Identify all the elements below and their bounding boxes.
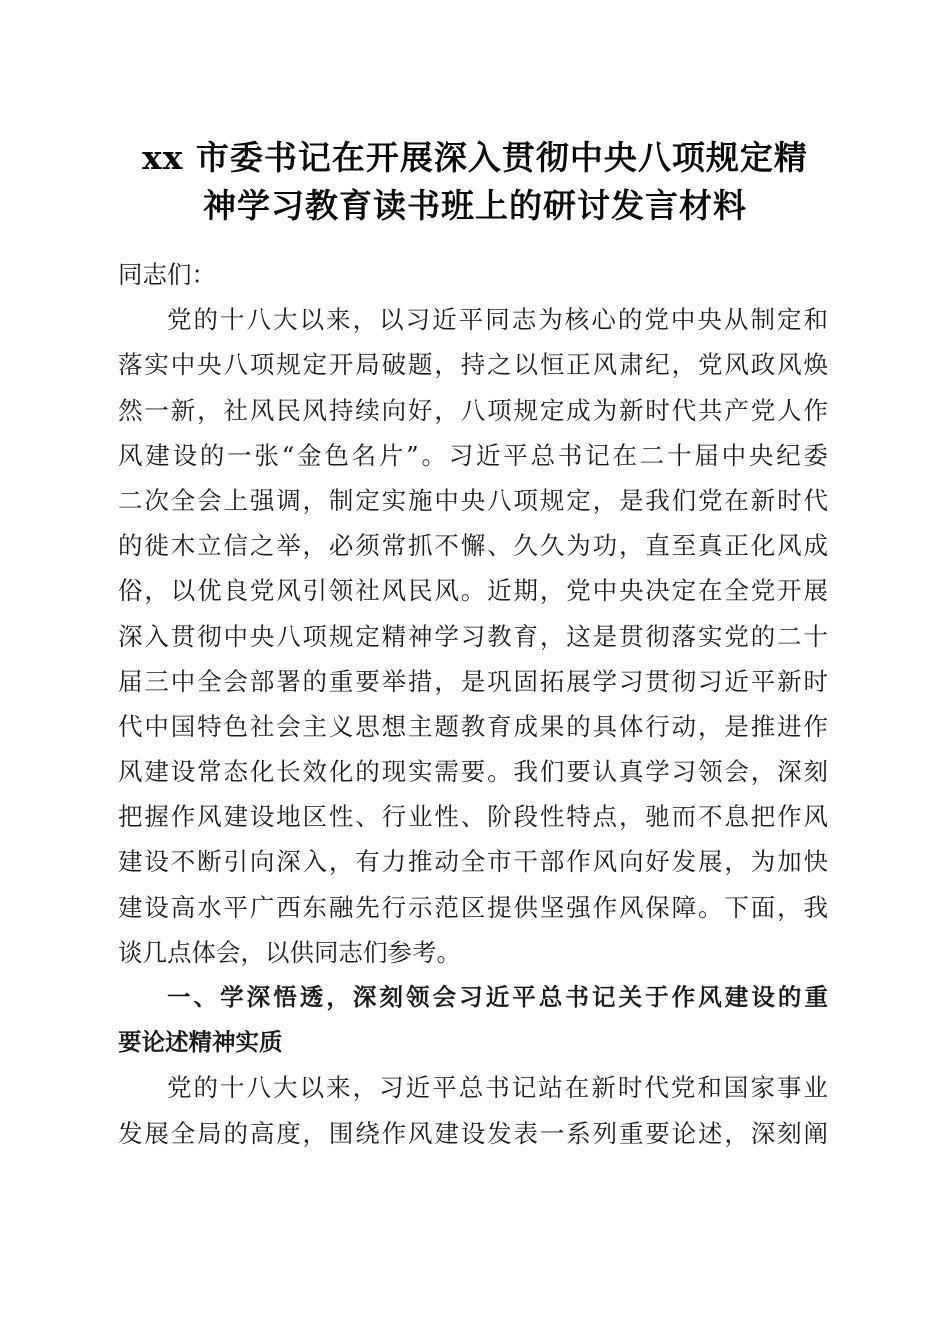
paragraph-line: 建设高水平广西东融先行示范区提供坚强作风保障。下面，我 — [118, 892, 828, 922]
title-line: 神学习教育读书班上的研讨发言材料 — [203, 186, 747, 225]
paragraph-line: 风建设的一张“金色名片”。习近平总书记在二十届中央纪委 — [118, 440, 828, 470]
paragraph-line: 的徙木立信之举，必须常抓不懈、久久为功，直至真正化风成 — [118, 531, 828, 561]
paragraph-line: 落实中央八项规定开局破题，持之以恒正风肃纪，党风政风焕 — [118, 350, 828, 380]
paragraph-line: 发展全局的高度，围绕作风建设发表一系列重要论述，深刻阐 — [118, 1118, 828, 1148]
paragraph-line: 二次全会上强调，制定实施中央八项规定，是我们党在新时代 — [118, 485, 828, 515]
paragraph-line: 谈几点体会，以供同志们参考。 — [118, 937, 461, 967]
document-title — [100, 134, 850, 230]
section-heading: 一、学深悟透，深刻领会习近平总书记关于作风建设的重 — [167, 983, 828, 1011]
paragraph-line: 风建设常态化长效化的现实需要。我们要认真学习领会，深刻 — [118, 757, 828, 787]
section-heading: 要论述精神实质 — [118, 1028, 283, 1057]
paragraph-line: 党的十八大以来，习近平总书记站在新时代党和国家事业 — [167, 1073, 828, 1103]
paragraph-line: 代中国特色社会主义思想主题教育成果的具体行动，是推进作 — [118, 711, 828, 741]
paragraph-line: 把握作风建设地区性、行业性、阶段性特点，驰而不息把作风 — [118, 802, 828, 832]
salutation: 同志们： — [118, 260, 216, 289]
document-body — [118, 252, 828, 1156]
title-line: xx 市委书记在开展深入贯彻中央八项规定精 — [142, 138, 808, 177]
paragraph-line: 建设不断引向深入，有力推动全市干部作风向好发展，为加快 — [118, 847, 828, 877]
paragraph-line: 俗，以优良党风引领社风民风。近期，党中央决定在全党开展 — [118, 576, 828, 606]
paragraph-line: 届三中全会部署的重要举措，是巩固拓展学习贯彻习近平新时 — [118, 666, 828, 696]
paragraph-line: 党的十八大以来，以习近平同志为核心的党中央从制定和 — [167, 305, 828, 335]
paragraph-line: 然一新，社风民风持续向好，八项规定成为新时代共产党人作 — [118, 395, 828, 425]
paragraph-line: 深入贯彻中央八项规定精神学习教育，这是贯彻落实党的二十 — [118, 621, 828, 651]
